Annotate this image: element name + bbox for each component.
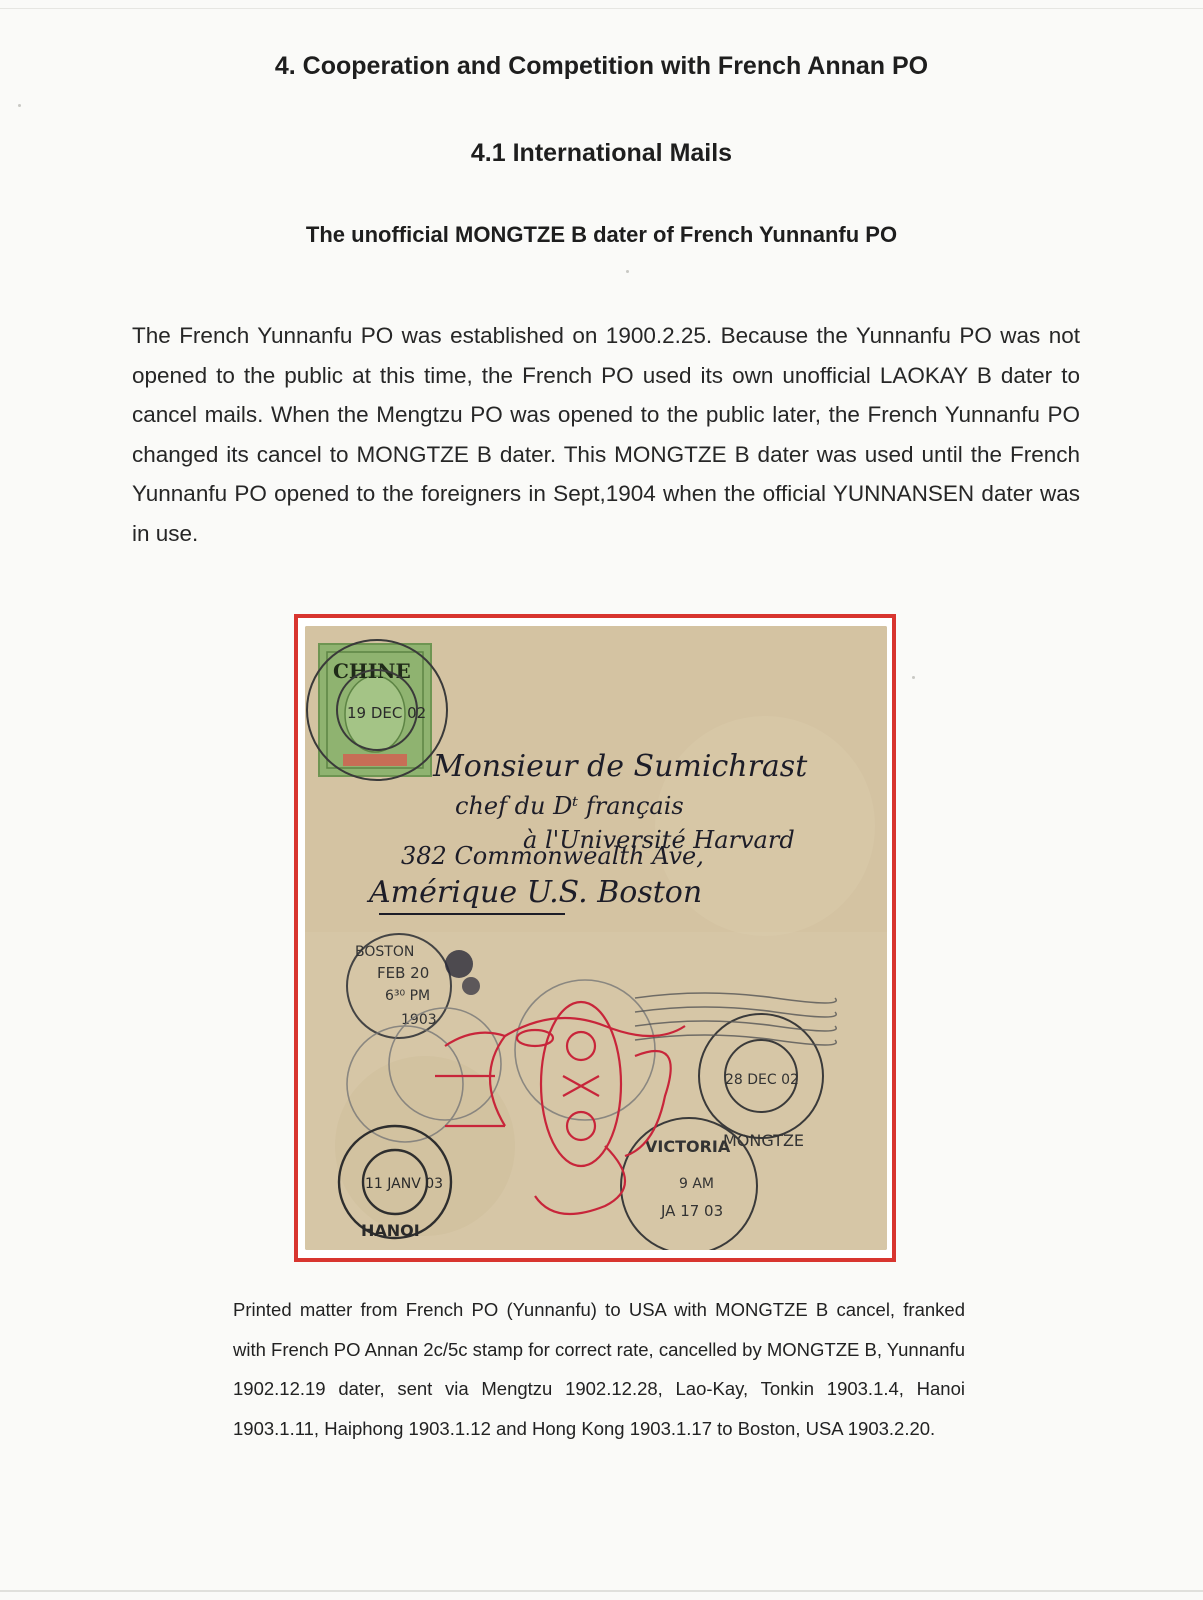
victoria-time: 9 AM: [679, 1176, 715, 1192]
boston-date: FEB 20: [377, 964, 430, 982]
mongtze-date: 28 DEC 02: [725, 1072, 799, 1088]
address-line-5: Amérique U.S. Boston: [369, 875, 703, 910]
scan-speck: [912, 676, 915, 679]
page-bottom-edge: [0, 1590, 1203, 1592]
cover-caption: Printed matter from French PO (Yunnanfu) to USA with MONGTZE B cancel, franked with French PO Annan 2c/5c stamp for correct rate, cancelled by MONGTZE B, Yunnanfu 1902.12.19 dater, sent via Mengtzu 1902.12.28, Lao-Kay, Tonkin 1903.1.4, Hanoi 1903.1.11, Haiphong 1903.1.12 and Hong Kong 1903.1.17 to Boston, USA 1903.2.20.: [233, 1299, 965, 1439]
boston-year: 1903: [401, 1012, 437, 1028]
hanoi-date: 11 JANV 03: [365, 1176, 444, 1192]
victoria-town: VICTORIA: [645, 1137, 731, 1156]
victoria-date: JA 17 03: [661, 1202, 724, 1220]
address-line-3: à l'Université Harvard: [523, 826, 795, 854]
hanoi-town: HANOI: [361, 1221, 420, 1240]
exhibit-subtitle: The unofficial MONGTZE B dater of French Yunnanfu PO: [305, 222, 898, 247]
address-line-2: chef du Dᵗ français: [455, 792, 684, 820]
subsection-heading: 4.1 International Mails: [470, 139, 733, 167]
address-line-4: 382 Commonwealth Ave,: [401, 842, 704, 870]
mongtze-b-date: 19 DEC 02: [347, 704, 427, 722]
cover-illustration: [305, 626, 887, 1250]
boston-town: BOSTON: [355, 944, 415, 960]
mongtze-town: MONGTZE: [723, 1131, 805, 1150]
stamp-overprint: CHINE: [333, 659, 411, 683]
scan-speck: [626, 270, 629, 273]
intro-paragraph: The French Yunnanfu PO was established on 1900.2.25. Because the Yunnanfu PO was not opened to the public at this time, the French PO used its own unofficial LAOKAY B dater to cancel mails. When the Mengtzu PO was opened to the public later, the French Yunnanfu PO changed its cancel to MONGTZE B dater. This MONGTZE B dater was used until the French Yunnanfu PO opened to the foreigners in Sept,1904 when the official YUNNANSEN dater was in use.: [132, 323, 1080, 546]
boston-time: 6³⁰ PM: [385, 988, 431, 1004]
address-line-1: Monsieur de Sumichrast: [433, 749, 808, 784]
scan-speck: [18, 104, 21, 107]
page-top-edge: [0, 8, 1203, 9]
postal-cover-image: [305, 626, 887, 1250]
section-heading: 4. Cooperation and Competition with French Annan PO: [274, 52, 929, 80]
